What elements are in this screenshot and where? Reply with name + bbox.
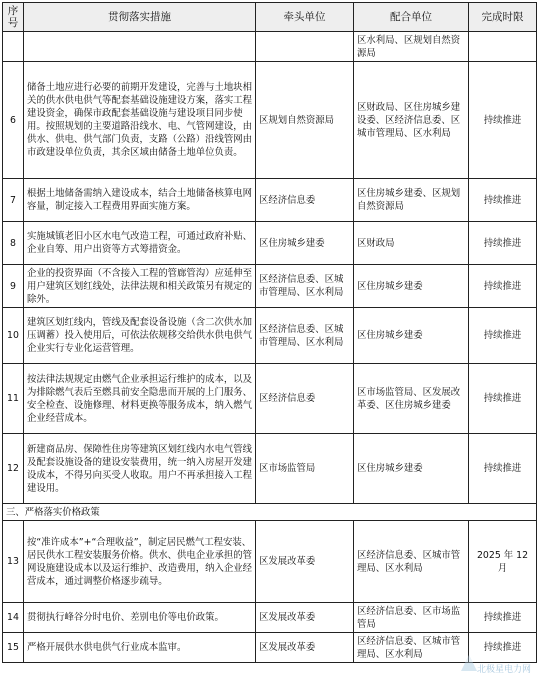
- row-support: 区住房城乡建委: [354, 434, 469, 504]
- table-row: [3, 222, 537, 265]
- row-measure: 严格开展供水供电供气行业成本监审。: [24, 633, 256, 663]
- row-support: 区财政局、区住房城乡建设委、区经济信息委、区城市管理局、区水利局: [354, 62, 469, 179]
- row-measure: 按法律法规规定由燃气企业承担运行维护的成本，以及为排除燃气表后至燃具前安全隐患而开展的上门服务、安全检查、设施修理、材料更换等服务成本，纳入燃气企业经营成本。: [24, 364, 256, 434]
- row-lead: 区发展改革委: [256, 521, 354, 603]
- row-deadline: 2025 年 12 月: [469, 521, 537, 603]
- row-num: 6: [3, 62, 24, 179]
- row-lead: 区发展改革委: [256, 633, 354, 663]
- row-num: [3, 32, 24, 62]
- row-deadline: [469, 32, 537, 62]
- row-lead: 区市场监管局: [256, 434, 354, 504]
- row-deadline: 持续推进: [469, 364, 537, 434]
- row-measure: 实施城镇老旧小区水电气改造工程，可通过政府补贴、企业自筹、用户出资等方式筹措资金。: [24, 222, 256, 265]
- row-lead: 区规划自然资源局: [256, 62, 354, 179]
- row-support: 区住房城乡建委: [354, 308, 469, 364]
- row-support: 区经济信息委、区市场监管局: [354, 603, 469, 633]
- row-measure: [24, 32, 256, 62]
- table-row: [3, 434, 537, 504]
- row-num: 14: [3, 603, 24, 633]
- row-lead: [256, 32, 354, 62]
- section-row: [3, 504, 537, 521]
- table-row: [3, 32, 537, 62]
- row-support: 区经济信息委、区城市管理局、区水利局: [354, 633, 469, 663]
- table-row: [3, 603, 537, 633]
- row-num: 9: [3, 265, 24, 308]
- row-support: 区住房城乡建委: [354, 265, 469, 308]
- row-lead: 区住房城乡建委: [256, 222, 354, 265]
- section-title: 三、严格落实价格政策: [3, 504, 537, 521]
- row-support: 区市场监管局、区发展改革委、区住房城乡建委: [354, 364, 469, 434]
- row-num: 7: [3, 179, 24, 222]
- row-num: 15: [3, 633, 24, 663]
- row-deadline: 持续推进: [469, 265, 537, 308]
- row-lead: 区经济信息委、区城市管理局、区水利局: [256, 308, 354, 364]
- header-support: 配合单位: [354, 3, 469, 32]
- row-num: 13: [3, 521, 24, 603]
- header-deadline: 完成时限: [469, 3, 537, 32]
- row-measure: 新建商品房、保障性住房等建筑区划红线内水电气管线及配套设施设备的建设安装费用，统一纳入房屋开发建设成本，不得另向买受人收取。用户不再承担接入工程建设用。: [24, 434, 256, 504]
- row-measure: 建筑区划红线内，管线及配套设备设施（含二次供水加压调蓄）投入使用后，可依法依规移交给供水供电供气企业实行专业化运营管理。: [24, 308, 256, 364]
- table-row: [3, 521, 537, 603]
- table-row: [3, 265, 537, 308]
- row-num: 10: [3, 308, 24, 364]
- row-support: 区住房城乡建委、区规划自然资源局: [354, 179, 469, 222]
- watermark-text: 北极星电力网: [476, 665, 531, 675]
- row-measure: 贯彻执行峰谷分时电价、差别电价等电价政策。: [24, 603, 256, 633]
- table-row: [3, 364, 537, 434]
- table-row: [3, 179, 537, 222]
- row-support: 区水利局、区规划自然资源局: [354, 32, 469, 62]
- table-row: [3, 308, 537, 364]
- table-header-row: [3, 3, 537, 32]
- row-deadline: 持续推进: [469, 222, 537, 265]
- row-num: 8: [3, 222, 24, 265]
- header-lead: 牵头单位: [256, 3, 354, 32]
- header-measure: 贯彻落实措施: [24, 3, 256, 32]
- table-row: [3, 62, 537, 179]
- header-seq: 序号: [3, 3, 24, 32]
- row-deadline: 持续推进: [469, 308, 537, 364]
- row-measure: 根据土地储备需纳入建设成本，结合土地储备核算电网容量，制定接入工程费用界面实施方案。: [24, 179, 256, 222]
- row-deadline: 持续推进: [469, 179, 537, 222]
- row-deadline: 持续推进: [469, 62, 537, 179]
- row-lead: 区经济信息委: [256, 364, 354, 434]
- row-lead: 区经济信息委: [256, 179, 354, 222]
- row-lead: 区经济信息委、区城市管理局、区水利局: [256, 265, 354, 308]
- measures-table: [2, 2, 537, 663]
- row-lead: 区发展改革委: [256, 603, 354, 633]
- row-measure: 企业的投资界面（不含接入工程的管廊管沟）应延伸至用户建筑区划红线处，法律法规和相关政策另有规定的除外。: [24, 265, 256, 308]
- row-measure: 按“准许成本”+“合理收益”，制定居民燃气工程安装、居民供水工程安装服务价格。供水、供电企业承担的管网设施建设成本以及运行维护、改造费用，纳入企业经营成本，通过调整价格逐步疏导。: [24, 521, 256, 603]
- row-deadline: 持续推进: [469, 603, 537, 633]
- row-deadline: 持续推进: [469, 434, 537, 504]
- row-support: 区财政局: [354, 222, 469, 265]
- row-deadline: 持续推进: [469, 633, 537, 663]
- row-num: 11: [3, 364, 24, 434]
- row-num: 12: [3, 434, 24, 504]
- row-support: 区经济信息委、区城市管理局、区水利局: [354, 521, 469, 603]
- row-measure: 储备土地应进行必要的前期开发建设，完善与土地块相关的供水供电供气等配套基础设施建设方案，落实工程建设资金，确保市政配套基础设施与建设项目同步使用。按照规划的主要道路沿线水、电、气管网建设，由供水、供电、供气部门负责，支路（公路）沿线管网由市政建设单位负责，其余区域由储备土地单位负责。: [24, 62, 256, 179]
